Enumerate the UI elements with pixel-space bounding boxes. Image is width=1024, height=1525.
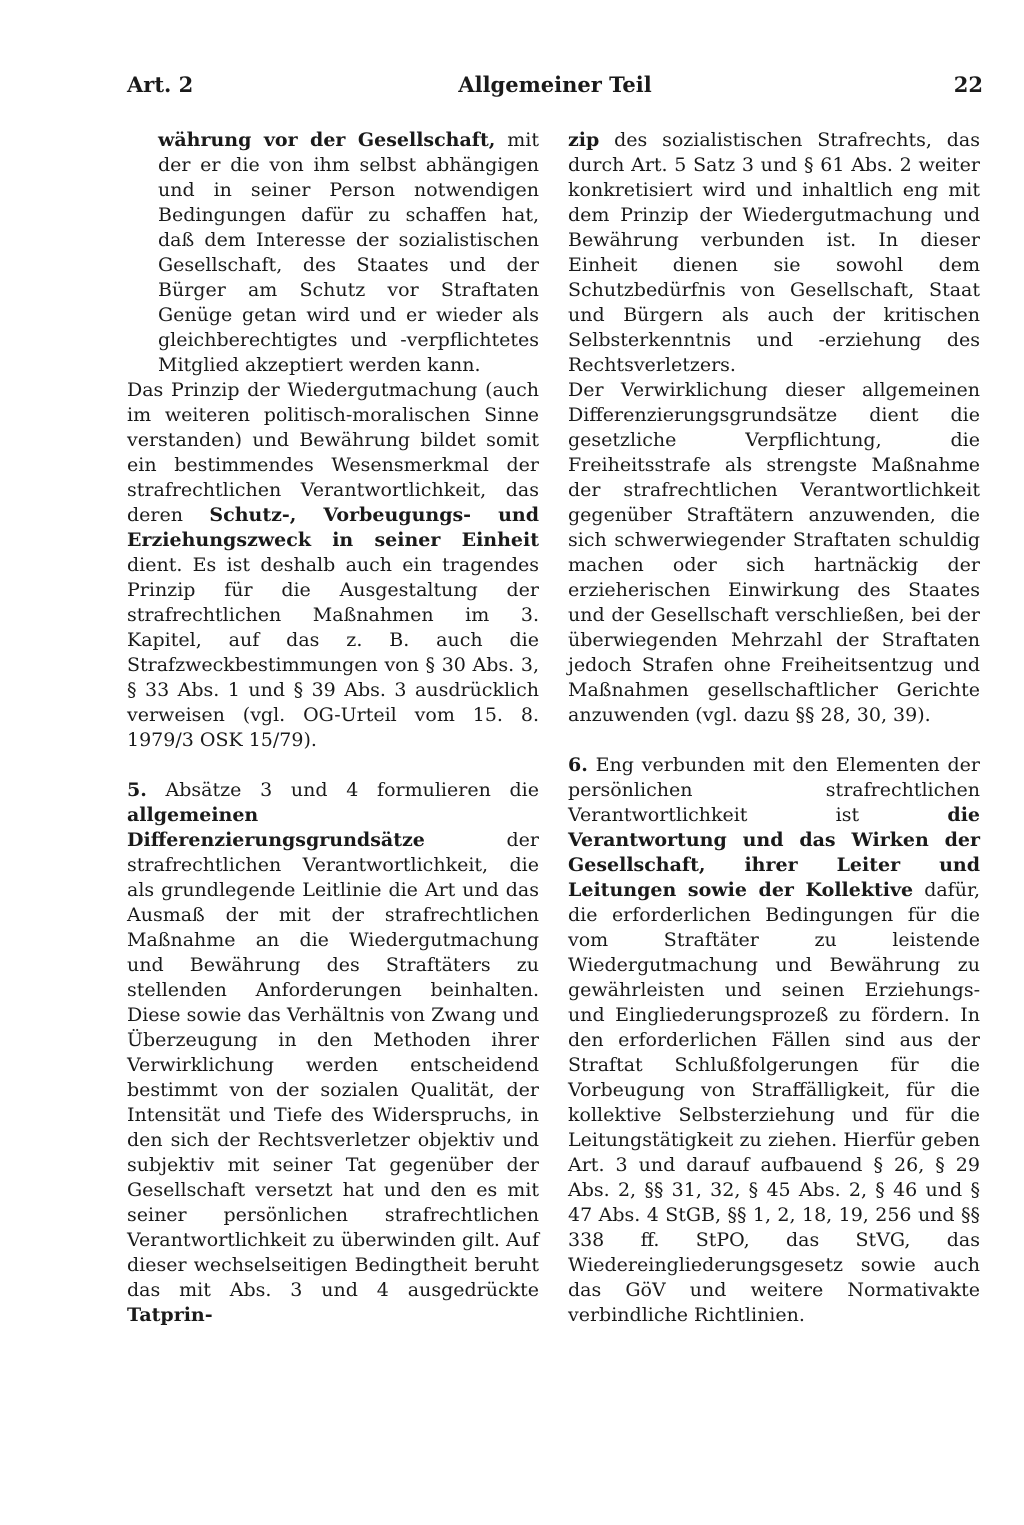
bold-phrase: zip: [568, 129, 600, 151]
running-head: [127, 72, 983, 106]
numbered-paragraph-5: [127, 778, 539, 1328]
bold-phrase: Tatprin-: [127, 1304, 213, 1326]
bold-phrase: währung vor der Gesellschaft,: [158, 129, 496, 151]
paragraph-number: 5.: [127, 779, 147, 801]
page-number: 22: [953, 72, 983, 97]
numbered-paragraph-6: [568, 753, 980, 1328]
paragraph: [568, 378, 980, 728]
paragraph-text: dient. Es ist deshalb auch ein tragendes Prinzip für die Ausgestaltung der strafrechtlichen Maßnahmen im 3. Kapitel, auf das z. B. auch die Strafzweckbestimmungen von § 30 Abs. 3, § 33 Abs. 1 und § 39 Abs. 3 ausdrücklich verweisen (vgl. OG-Urteil vom 15. 8. 1979/3 OSK 15/79).: [127, 554, 539, 751]
section-title: Allgemeiner Teil: [458, 72, 652, 97]
paragraph-gap: [127, 753, 539, 778]
paragraph-continued: [568, 128, 980, 378]
paragraph-text: Der Verwirklichung dieser allgemeinen Differenzierungsgrundsätze dient die gesetzliche Verpflichtung, die Freiheitsstrafe als strengste Maßnahme der strafrechtlichen Verantwortlichkeit gegenüber Straftätern anzuwenden, die sich schwerwiegender Straftaten schuldig machen oder sich hartnäckig der erzieherischen Einwirkung des Staates und der Gesellschaft verschließen, bei der überwiegenden Mehrzahl der Straftaten jedoch Strafen ohne Freiheitsentzug und Maßnahmen gesellschaftlicher Gerichte anzuwenden (vgl. dazu §§ 28, 30, 39).: [568, 379, 980, 726]
paragraph-text: der strafrechtlichen Verantwortlichkeit, die als grundlegende Leitlinie die Art und das Ausmaß der mit der strafrechtlichen Maßnahme an die Wiedergutmachung und Bewährung des Straftäters zu stellenden Anforderungen beinhalten. Diese sowie das Verhältnis von Zwang und Überzeugung in den Methoden ihrer Verwirklichung werden entscheidend bestimmt von der sozialen Qualität, der Intensität und Tiefe des Widerspruchs, in den sich der Rechtsverletzer objektiv und subjektiv mit seiner Tat gegenüber der Gesellschaft versetzt hat und den es mit seiner persönlichen strafrechtlichen Verantwortlichkeit zu überwinden gilt. Auf dieser wechselseitigen Bedingtheit beruht das mit Abs. 3 und 4 ausgedrückte: [127, 829, 539, 1301]
article-label: Art. 2: [127, 72, 194, 97]
paragraph-text: mit der er die von ihm selbst abhängigen und in seiner Person notwendigen Bedingungen dafür zu schaffen hat, daß dem Interesse der sozialistischen Gesellschaft, des Staates und der Bürger am Schutz vor Straftaten Genüge getan wird und er wieder als gleichberechtigtes und -verpflichtetes Mitglied akzeptiert werden kann.: [158, 129, 539, 376]
bold-phrase: die Verantwortung und das Wirken der Gesellschaft, ihrer Leiter und Leitungen sowie der Kollektive: [568, 804, 980, 901]
paragraph: [127, 378, 539, 753]
paragraph-text: Eng verbunden mit den Elementen der persönlichen strafrechtlichen Verantwortlichkeit ist: [568, 754, 980, 826]
bold-phrase: Schutz-, Vorbeugungs- und Erziehungszweck in seiner Einheit: [127, 504, 539, 551]
paragraph-text: Absätze 3 und 4 formulieren die: [146, 779, 539, 801]
paragraph-text: Das Prinzip der Wiedergutmachung (auch im weiteren politisch-moralischen Sinne verstanden) und Bewährung bildet somit ein bestimmendes Wesensmerkmal der strafrechtlichen Verantwortlichkeit, das deren: [127, 379, 539, 526]
paragraph-text: des sozialistischen Strafrechts, das durch Art. 5 Satz 3 und § 61 Abs. 2 weiter konkretisiert wird und inhaltlich eng mit dem Prinzip der Wiedergutmachung und Bewährung verbunden ist. In dieser Einheit dienen sie sowohl dem Schutzbedürfnis von Gesellschaft, Staat und Bürgern als auch der kritischen Selbsterkenntnis und -erziehung des Rechtsverletzers.: [568, 129, 980, 376]
paragraph-gap: [568, 728, 980, 753]
paragraph-number: 6.: [568, 754, 588, 776]
paragraph-continued: [127, 128, 539, 378]
bold-phrase: allgemeinen Differenzierungsgrundsätze: [127, 804, 425, 851]
paragraph-text: dafür, die erforderlichen Bedingungen für die vom Straftäter zu leistende Wiedergutmachung und Bewährung zu gewährleisten und seinen Erziehungs- und Eingliederungsprozeß zu fördern. In den erforderlichen Fällen sind aus der Straftat Schlußfolgerungen für die Vorbeugung von Straffälligkeit, für die kollektive Selbsterziehung und für die Leitungstätigkeit zu ziehen. Hierfür geben Art. 3 und darauf aufbauend § 26, § 29 Abs. 2, §§ 31, 32, § 45 Abs. 2, § 46 und § 47 Abs. 4 StGB, §§ 1, 2, 18, 19, 256 und §§ 338 ff. StPO, das StVG, das Wiedereingliederungsgesetz sowie auch das GöV und weitere Normativakte verbindliche Richtlinien.: [568, 879, 980, 1326]
right-column: [568, 128, 980, 1328]
left-column: [127, 128, 539, 1328]
